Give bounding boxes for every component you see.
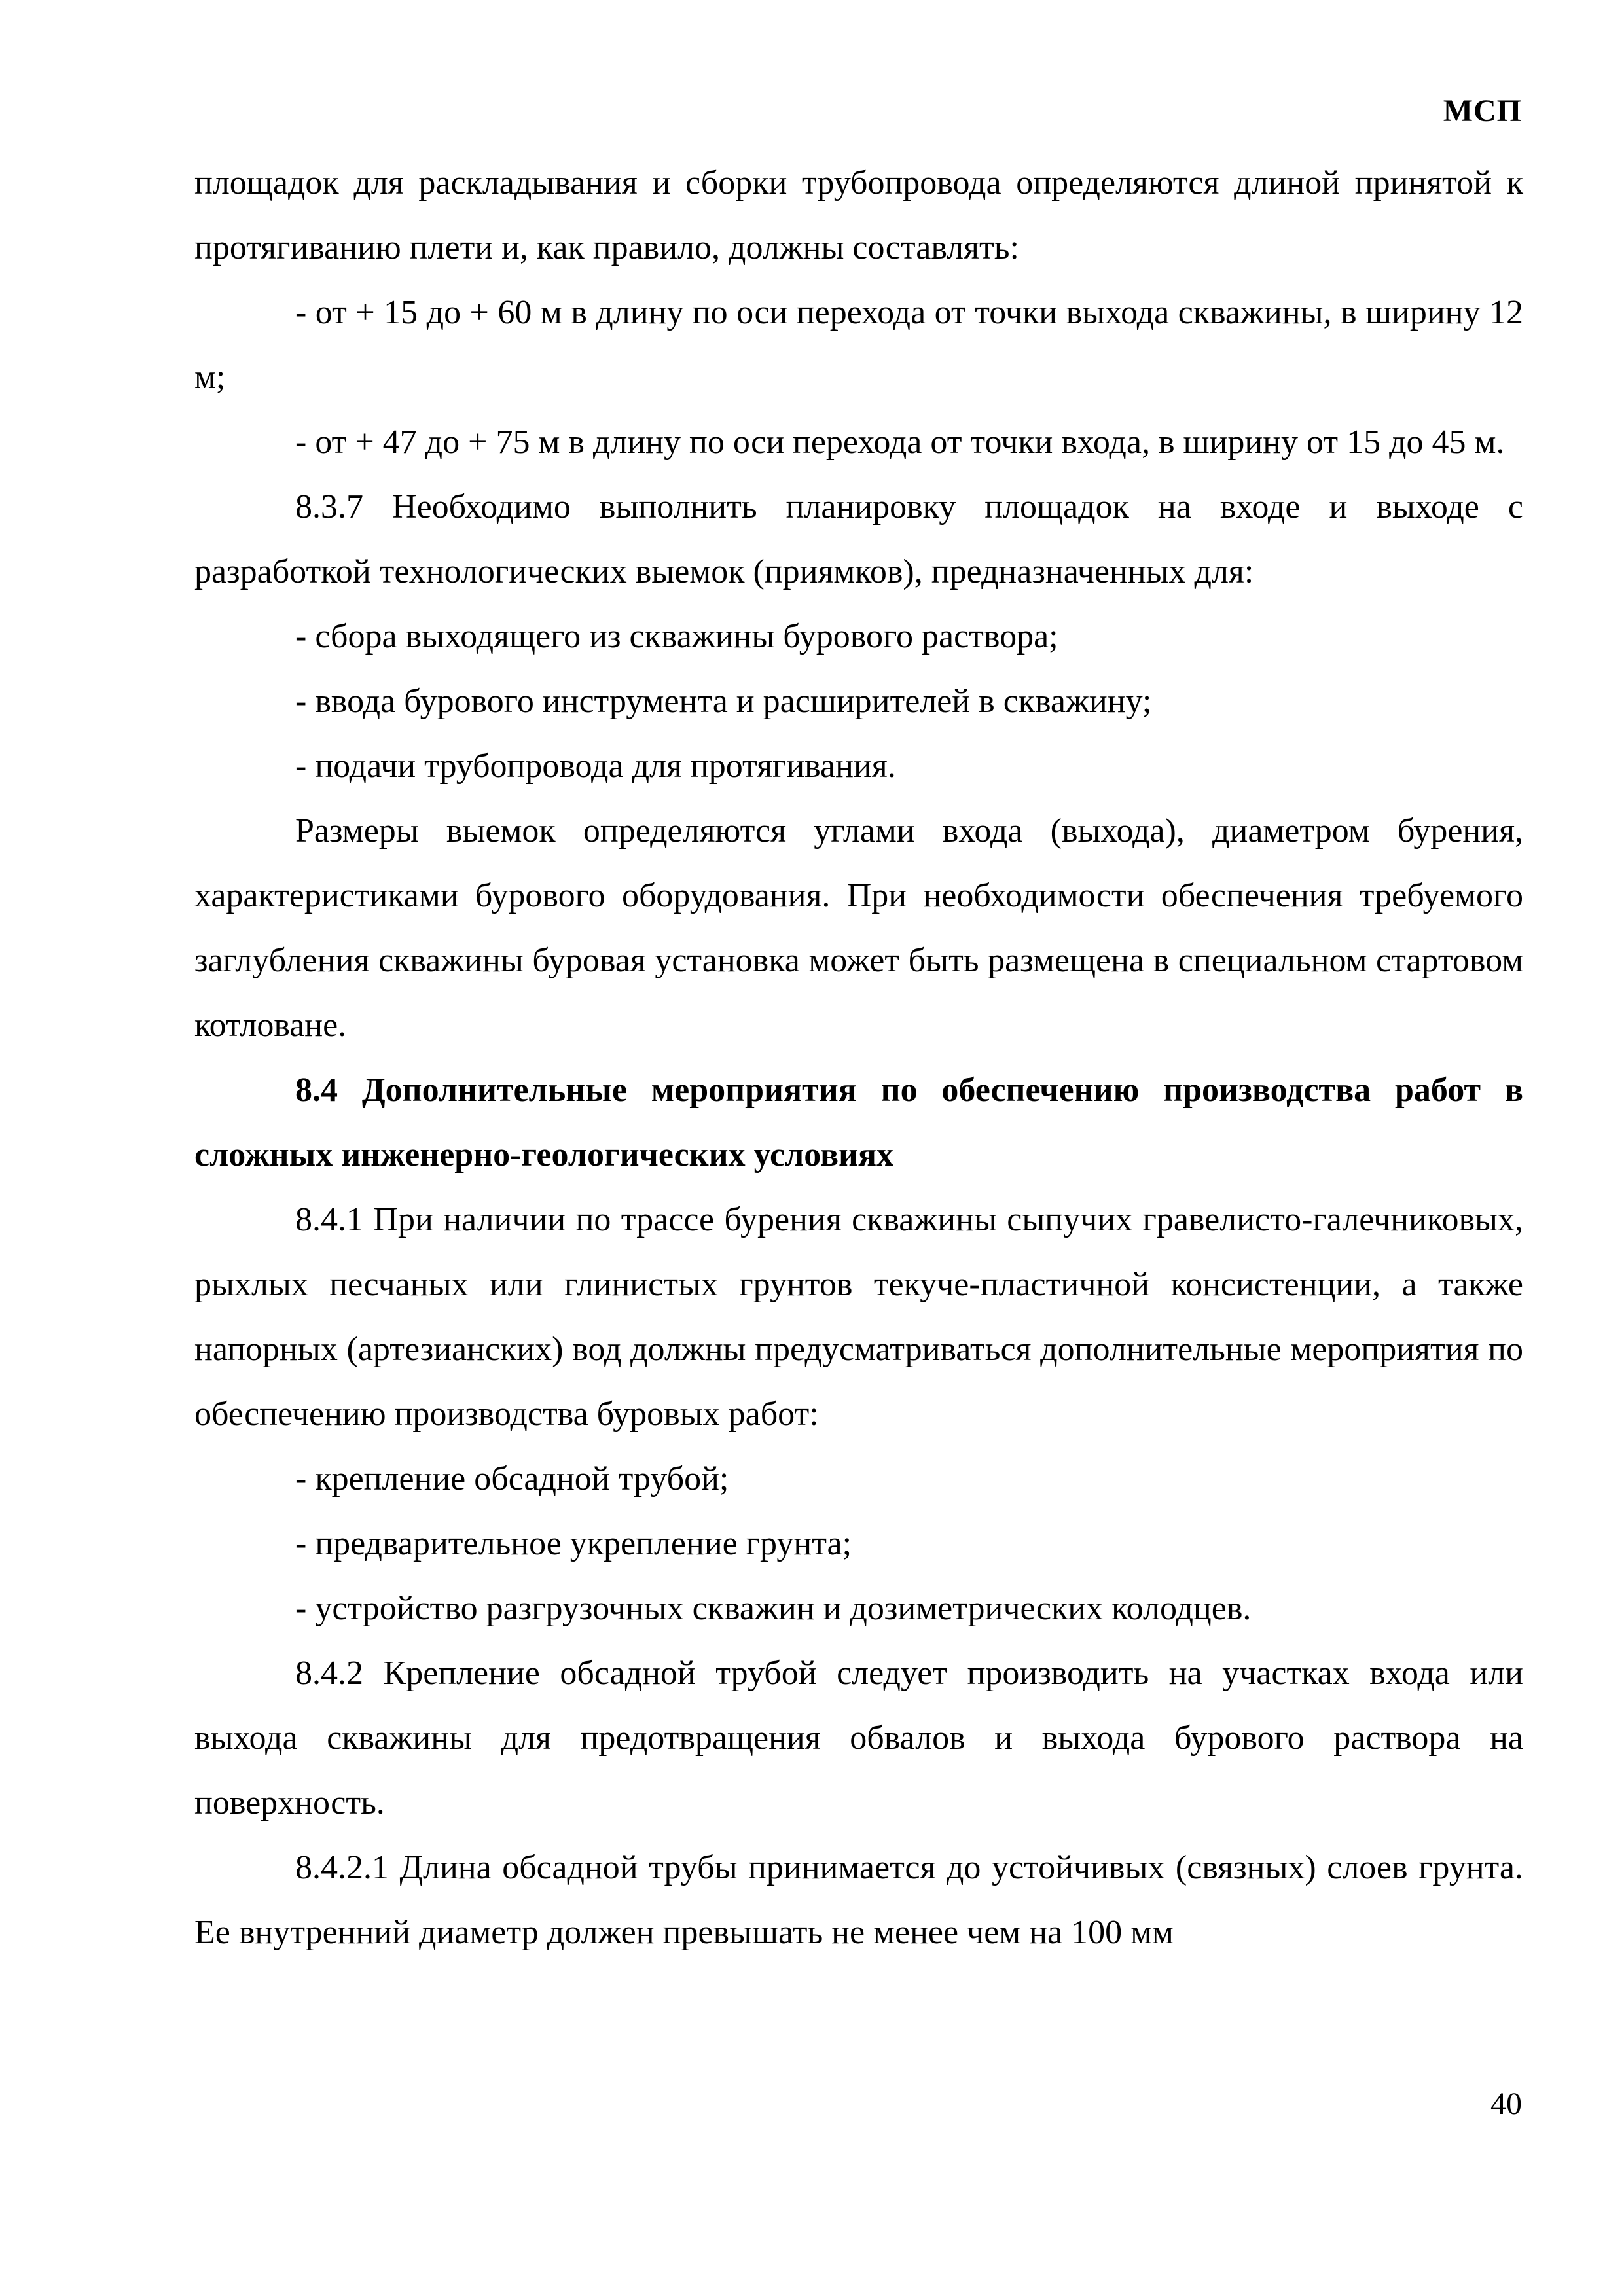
list-item: - предварительное укрепление грунта;: [295, 1525, 852, 1562]
clause-8-4-2: 8.4.2 Крепление обсадной трубой следует производить на участках входа или выхода скважины для предотвращения обвалов и выхода бурового раствора на поверхность.: [194, 1655, 1523, 1821]
clause-8-3-7: 8.3.7 Необходимо выполнить планировку площадок на входе и выходе с разработкой технологических выемок (приямков), предназначенных для:: [194, 488, 1523, 590]
paragraph: площадок для раскладывания и сборки трубопровода определяются длиной принятой к протягиванию плети и, как правило, должны составлять:: [194, 164, 1523, 266]
paragraph: Размеры выемок определяются углами входа (выхода), диаметром бурения, характеристиками бурового оборудования. При необходимости обеспечения требуемого заглубления скважины буровая установка может быть размещена в специальном стартовом котловане.: [194, 812, 1523, 1044]
clause-8-4-2-1: 8.4.2.1 Длина обсадной трубы принимается до устойчивых (связных) слоев грунта. Ее внутренний диаметр должен превышать не менее чем на 100 мм: [194, 1849, 1523, 1951]
list-item: - устройство разгрузочных скважин и дозиметрических колодцев.: [295, 1590, 1252, 1627]
list-item: - ввода бурового инструмента и расширителей в скважину;: [295, 683, 1152, 720]
clause-8-4-1: 8.4.1 При наличии по трассе бурения скважины сыпучих гравелисто-галечниковых, рыхлых песчаных или глинистых грунтов текуче-пластичной консистенции, а также напорных (артезианских) вод должны предусматриваться дополнительные мероприятия по обеспечению производства буровых работ:: [194, 1201, 1523, 1433]
list-item: - от + 47 до + 75 м в длину по оси перехода от точки входа, в ширину от 15 до 45 м.: [295, 423, 1505, 461]
page-body: [194, 151, 1523, 1965]
page-number: 40: [1490, 2087, 1522, 2121]
list-item: - от + 15 до + 60 м в длину по оси перехода от точки выхода скважины, в ширину 12 м;: [194, 294, 1523, 396]
document-code: МСП: [1443, 94, 1522, 128]
list-item: - крепление обсадной трубой;: [295, 1460, 729, 1498]
section-heading-8-4: 8.4 Дополнительные мероприятия по обеспечению производства работ в сложных инженерно-геологических условиях: [194, 1071, 1523, 1174]
list-item: - сбора выходящего из скважины бурового раствора;: [295, 618, 1058, 655]
list-item: - подачи трубопровода для протягивания.: [295, 747, 896, 785]
